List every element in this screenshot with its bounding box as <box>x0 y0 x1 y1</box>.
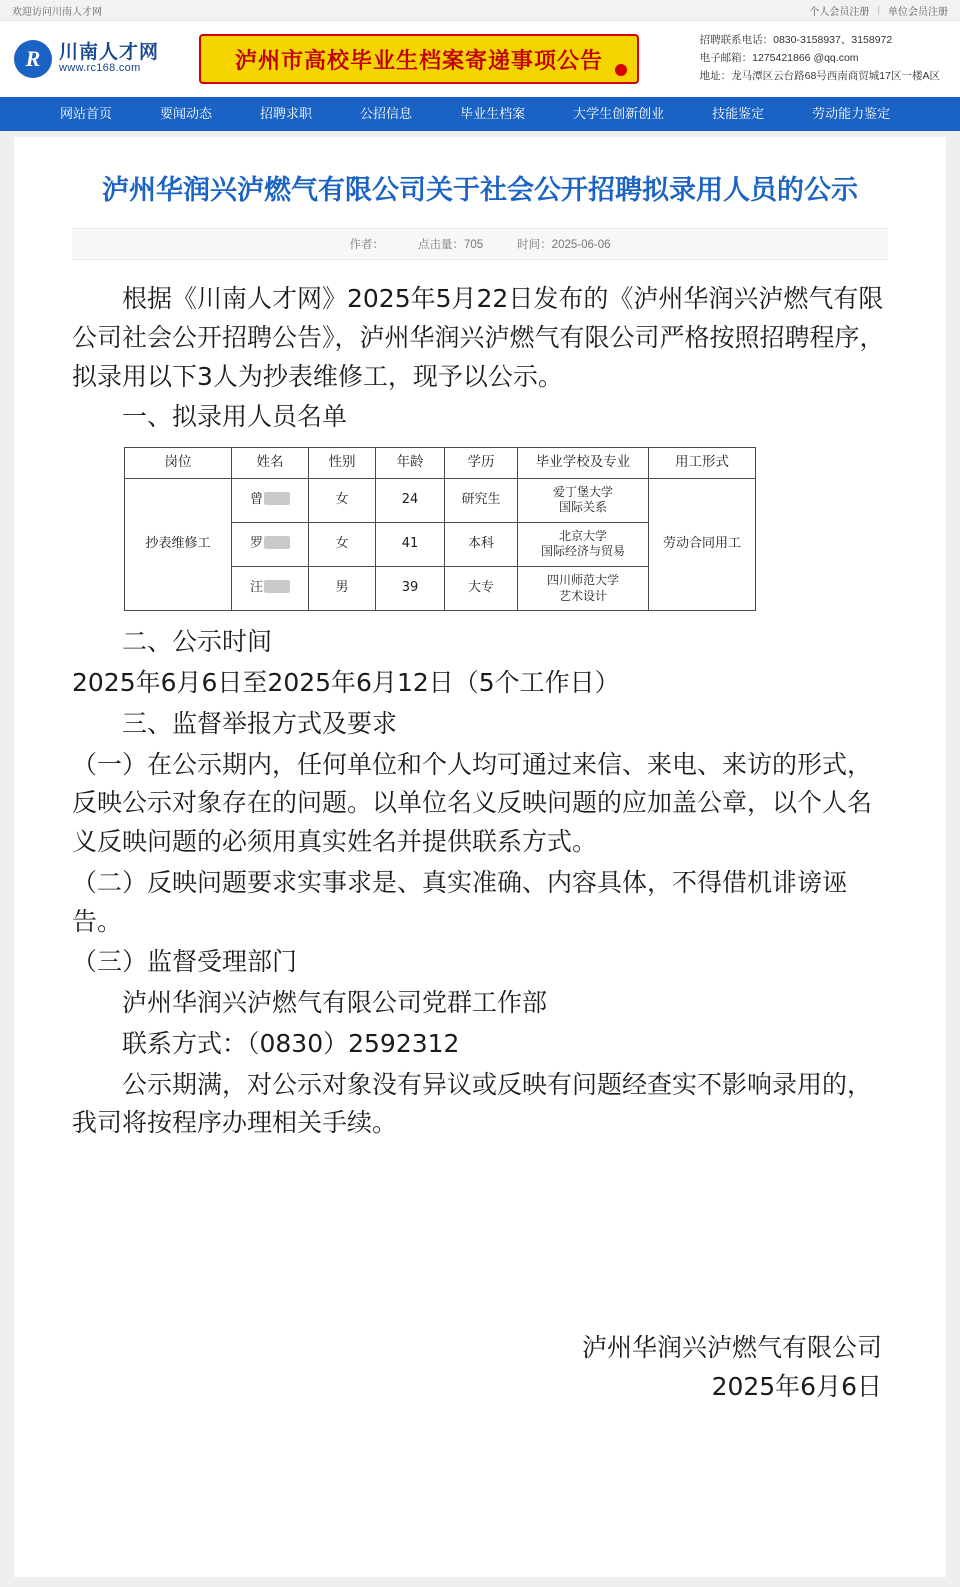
table-row <box>125 478 756 522</box>
page-title: 泸州华润兴泸燃气有限公司关于社会公开招聘拟录用人员的公示 <box>102 175 858 206</box>
cell-sex-2: 女 <box>309 522 376 566</box>
nav-item-labor-ability-appraisal[interactable]: 劳动能力鉴定 <box>812 106 891 121</box>
signature-block <box>72 1329 888 1407</box>
cell-school-3 <box>518 567 649 611</box>
closing-paragraph: 公示期满，对公示对象没有异议或反映有问题经查实不影响录用的，我司将按程序办理相关手续。 <box>72 1069 873 1138</box>
school-name-3: 四川师范大学 <box>546 573 619 588</box>
article-meta <box>72 228 888 260</box>
major-name-3: 艺术设计 <box>558 588 607 603</box>
cell-sex-3: 男 <box>309 567 376 611</box>
candidates-table-wrapper <box>124 447 888 611</box>
cell-age-2: 41 <box>376 522 445 566</box>
cell-age-1: 24 <box>376 478 445 522</box>
topbar-links <box>809 3 948 18</box>
nav-item-skill-appraisal[interactable]: 技能鉴定 <box>712 106 765 121</box>
cell-name-2 <box>232 522 309 566</box>
table-header-row <box>125 448 756 479</box>
th-sex: 性别 <box>309 448 376 479</box>
name-prefix-3: 汪 <box>249 580 263 596</box>
heading-section-1: 一、拟录用人员名单 <box>122 402 348 432</box>
banner-dot-decoration <box>615 64 627 76</box>
paragraph-intro: 根据《川南人才网》2025年5月22日发布的《泸州华润兴泸燃气有限公司社会公开招聘公告》，泸州华润兴泸燃气有限公司严格按照招聘程序，拟录用以下3人为抄表维修工，现予以公示。 <box>72 284 885 391</box>
supervision-item-2: （二）反映问题要求实事求是、真实准确、内容具体，不得借机诽谤诬告。 <box>72 867 848 936</box>
cell-sex-1: 女 <box>309 478 376 522</box>
meta-time: 时间：2025-06-06 <box>517 239 611 252</box>
th-age: 年龄 <box>376 448 445 479</box>
meta-views: 点击量：705 <box>417 239 484 252</box>
cell-education-3: 大专 <box>445 567 518 611</box>
th-employment-type: 用工形式 <box>649 448 756 479</box>
content-background <box>0 131 960 1587</box>
cell-school-2 <box>518 522 649 566</box>
nav-item-graduate-archives[interactable]: 毕业生档案 <box>460 106 526 121</box>
meta-author: 作者： <box>349 239 384 252</box>
signature-organization: 泸州华润兴泸燃气有限公司 <box>581 1333 882 1362</box>
cell-education-2: 本科 <box>445 522 518 566</box>
name-prefix-1: 曾 <box>249 491 263 507</box>
name-prefix-2: 罗 <box>249 536 263 552</box>
contact-phone: 招聘联系电话：0830-3158937、3158972 <box>699 34 893 47</box>
top-utility-bar <box>0 0 960 21</box>
article-body <box>72 280 888 1406</box>
company-member-register-link[interactable]: 单位会员注册 <box>888 6 948 18</box>
contact-email: 电子邮箱：1275421866 @qq.com <box>699 52 859 65</box>
major-name-1: 国际关系 <box>558 500 607 515</box>
contact-address: 地址：龙马潭区云台路68号西南商贸城17区一楼A区 <box>699 69 940 82</box>
article-card <box>14 137 946 1577</box>
topbar-separator: | <box>877 4 880 16</box>
signature-date: 2025年6月6日 <box>711 1371 882 1401</box>
logo-text <box>59 43 159 74</box>
cell-age-3: 39 <box>376 567 445 611</box>
cell-education-1: 研究生 <box>445 478 518 522</box>
heading-section-2: 二、公示时间 <box>122 627 273 657</box>
supervision-item-3: （三）监督受理部门 <box>72 947 298 977</box>
heading-section-3: 三、监督举报方式及要求 <box>122 708 398 738</box>
supervision-phone: 联系方式：（0830）2592312 <box>122 1028 460 1058</box>
logo-url-en: www.rc168.com <box>59 62 141 75</box>
th-school-major: 毕业学校及专业 <box>518 448 649 479</box>
redaction-block-2 <box>264 536 290 549</box>
school-name-2: 北京大学 <box>558 528 607 543</box>
redaction-block-3 <box>264 580 290 593</box>
announcement-banner[interactable] <box>199 34 639 84</box>
cell-school-1 <box>518 478 649 522</box>
welcome-text: 欢迎访问川南人才网 <box>12 6 102 18</box>
personal-member-register-link[interactable]: 个人会员注册 <box>809 6 870 18</box>
candidates-table <box>124 447 756 611</box>
nav-item-public-recruitment[interactable]: 公招信息 <box>360 106 413 121</box>
cell-name-3 <box>232 567 309 611</box>
cell-post: 抄表维修工 <box>125 478 232 611</box>
nav-item-jobs[interactable]: 招聘求职 <box>260 106 313 121</box>
publicity-period: 2025年6月6日至2025年6月12日（5个工作日） <box>72 668 620 697</box>
nav-item-student-innovation[interactable]: 大学生创新创业 <box>573 106 665 121</box>
cell-name-1 <box>232 478 309 522</box>
site-logo[interactable] <box>14 40 189 78</box>
major-name-2: 国际经济与贸易 <box>540 544 625 559</box>
nav-item-news[interactable]: 要闻动态 <box>160 106 213 121</box>
logo-title-cn: 川南人才网 <box>59 42 160 64</box>
nav-item-home[interactable]: 网站首页 <box>60 106 113 121</box>
contact-info <box>700 32 946 86</box>
redaction-block-1 <box>264 492 290 505</box>
th-name: 姓名 <box>232 448 309 479</box>
cell-employment-type: 劳动合同用工 <box>649 478 756 611</box>
school-name-1: 爱丁堡大学 <box>552 484 613 499</box>
th-education: 学历 <box>445 448 518 479</box>
supervision-item-1: （一）在公示期内，任何单位和个人均可通过来信、来电、来访的形式，反映公示对象存在的问题。以单位名义反映问题的应加盖公章，以个人名义反映问题的必须用真实姓名并提供联系方式。 <box>72 749 873 856</box>
main-navigation <box>0 97 960 131</box>
supervision-department: 泸州华润兴泸燃气有限公司党群工作部 <box>122 988 548 1017</box>
circle-r-logo-icon <box>14 40 52 78</box>
site-header <box>0 21 960 97</box>
announcement-banner-text: 泸州市高校毕业生档案寄递事项公告 <box>234 48 603 74</box>
th-post: 岗位 <box>125 448 232 479</box>
